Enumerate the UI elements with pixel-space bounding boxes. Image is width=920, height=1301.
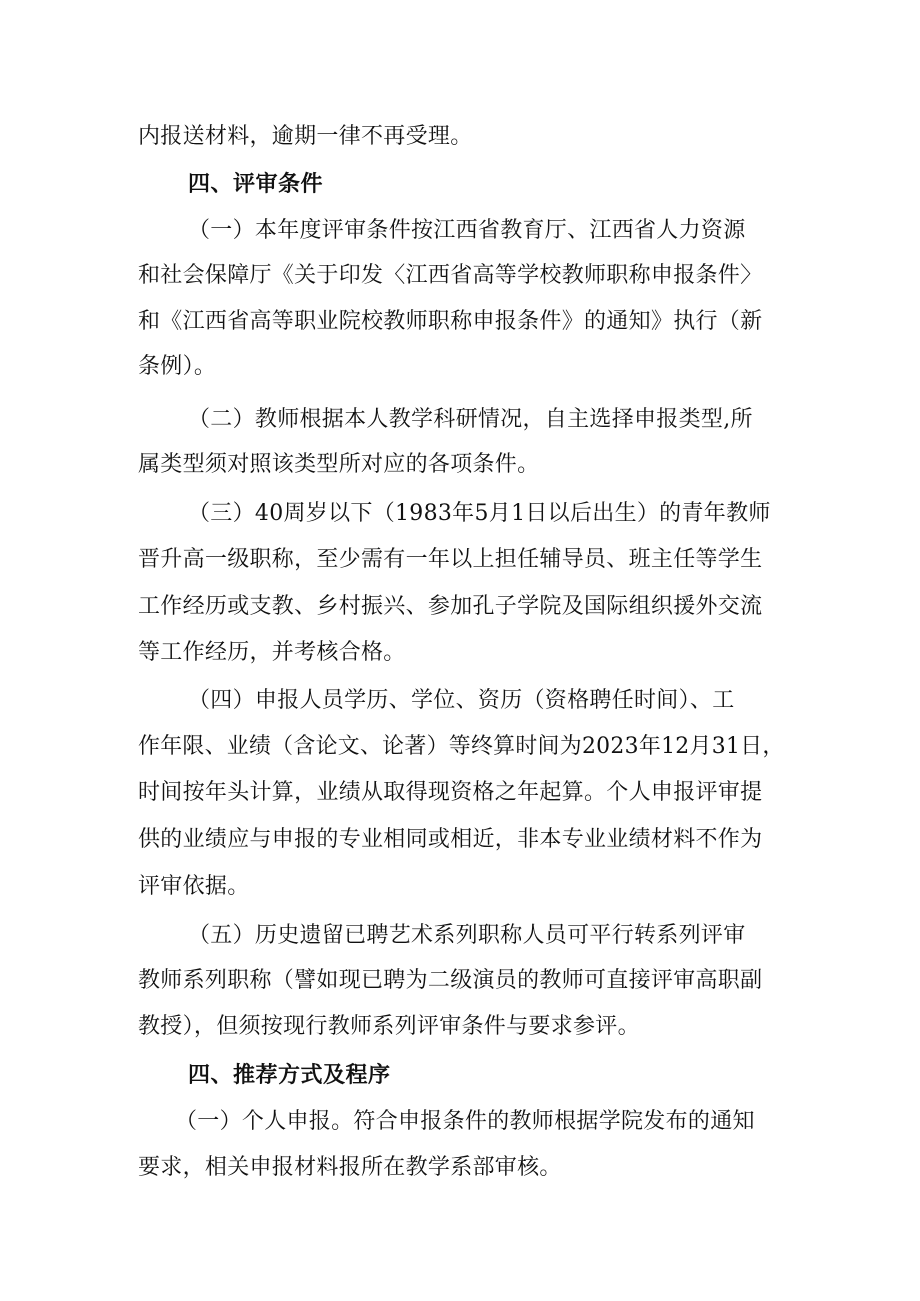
paragraph-line: （一）本年度评审条件按江西省教育厅、江西省人力资源 xyxy=(188,218,746,243)
paragraph-line: （五）历史遗留已聘艺术系列职称人员可平行转系列评审 xyxy=(188,923,746,948)
paragraph-line: 属类型须对照该类型所对应的各项条件。 xyxy=(138,452,540,477)
paragraph-line: 和《江西省高等职业院校教师职称申报条件》的通知》执行（新 xyxy=(138,309,763,334)
section-heading-recommendation: 四、推荐方式及程序 xyxy=(188,1063,391,1088)
paragraph-line: 要求，相关申报材料报所在教学系部审核。 xyxy=(138,1155,562,1180)
paragraph-line: （四）申报人员学历、学位、资历（资格聘任时间）、工 xyxy=(188,688,735,713)
paragraph-line: 条例）。 xyxy=(138,354,217,379)
section-heading-review-conditions: 四、评审条件 xyxy=(188,172,324,197)
paragraph-line: 等工作经历，并考核合格。 xyxy=(138,640,406,665)
paragraph-line: 和社会保障厅《关于印发〈江西省高等学校教师职称申报条件〉 xyxy=(138,263,763,288)
paragraph-line: 供的业绩应与申报的专业相同或相近，非本专业业绩材料不作为 xyxy=(138,827,763,852)
paragraph-line: （三）40周岁以下（1983年5月1日以后出生）的青年教师 xyxy=(188,501,771,526)
paragraph-line: （二）教师根据本人教学科研情况，自主选择申报类型,所 xyxy=(188,407,753,432)
paragraph-line: 教授），但须按现行教师系列评审条件与要求参评。 xyxy=(138,1014,640,1039)
paragraph-line: 教师系列职称（譬如现已聘为二级演员的教师可直接评审高职副 xyxy=(138,968,763,993)
paragraph-line: 晋升高一级职称，至少需有一年以上担任辅导员、班主任等学生 xyxy=(138,547,763,572)
paragraph-line: 时间按年头计算，业绩从取得现资格之年起算。个人申报评审提 xyxy=(138,780,763,805)
paragraph-line: （一）个人申报。符合申报条件的教师根据学院发布的通知 xyxy=(175,1109,755,1134)
paragraph-line: 作年限、业绩（含论文、论著）等终算时间为2023年12月31日， xyxy=(138,734,785,759)
paragraph-line: 工作经历或支教、乡村振兴、参加孔子学院及国际组织援外交流 xyxy=(138,594,763,619)
paragraph-line: 评审依据。 xyxy=(138,874,250,899)
paragraph-line: 内报送材料，逾期一律不再受理。 xyxy=(138,124,473,149)
